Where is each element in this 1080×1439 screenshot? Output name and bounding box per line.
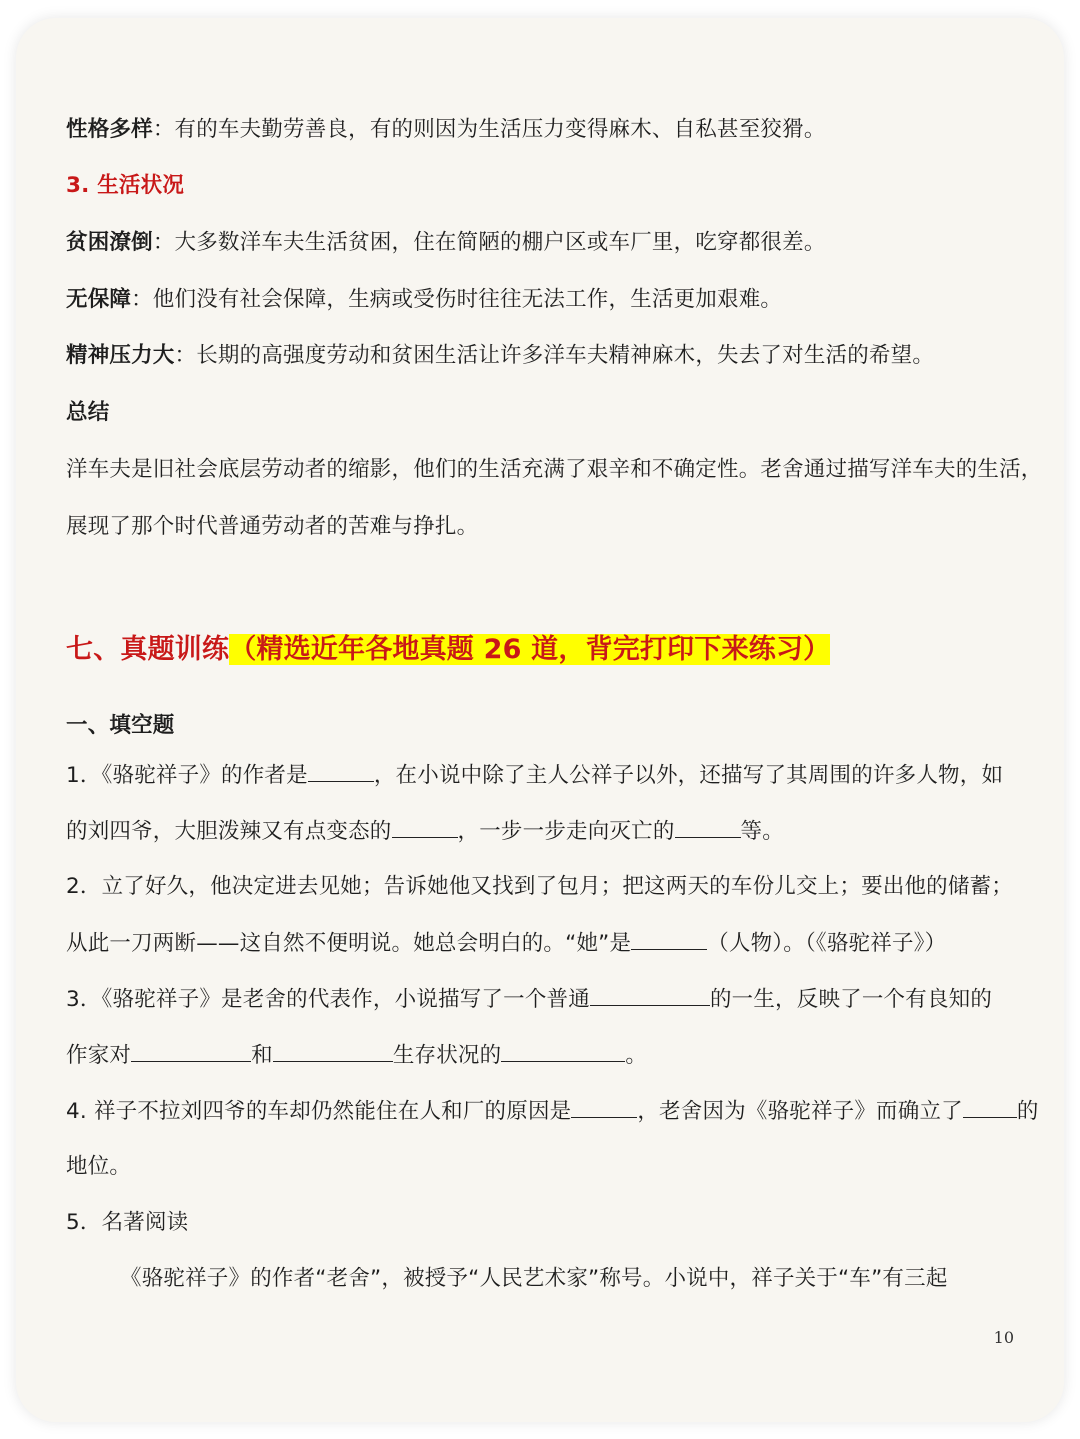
question-2-line-2 xyxy=(66,927,946,960)
answer-blank xyxy=(131,1039,251,1062)
no-security-line xyxy=(66,284,782,316)
q4-text-c: 的 xyxy=(1016,1099,1039,1124)
answer-blank xyxy=(675,815,741,838)
answer-blank xyxy=(963,1095,1017,1118)
question-3-line-1 xyxy=(66,983,992,1016)
answer-blank xyxy=(273,1039,393,1062)
document-page xyxy=(16,18,1064,1422)
q4-text-b: ，老舍因为《骆驼祥子》而确立了 xyxy=(637,1099,963,1124)
question-4-line-2: 地位。 xyxy=(66,1154,132,1179)
q3-text-f: 。 xyxy=(625,1043,648,1068)
q1-text-a: 1．《骆驼祥子》的作者是 xyxy=(66,763,308,788)
section-title-highlight: （精选近年各地真题 26 道，背完打印下来练习） xyxy=(229,634,831,665)
poverty-text: ：大多数洋车夫生活贫困，住在简陋的棚户区或车厂里，吃穿都很差。 xyxy=(152,230,826,255)
question-2-line-1: 2．立了好久，他决定进去见她；告诉她他又找到了包月；把这两天的车份儿交上；要出他的储蓄； xyxy=(66,874,1013,899)
q3-text-b: 的一生，反映了一个有良知的 xyxy=(709,987,993,1012)
q1-text-c: 的刘四爷，大胆泼辣又有点变态的 xyxy=(66,819,392,844)
living-heading: 3. 生活状况 xyxy=(66,173,185,198)
q4-text-a: 4. 祥子不拉刘四爷的车却仍然能住在人和厂的原因是 xyxy=(66,1099,572,1124)
q1-text-d: ，一步一步走向灭亡的 xyxy=(457,819,675,844)
answer-blank xyxy=(631,927,707,950)
q3-text-c: 作家对 xyxy=(66,1043,132,1068)
answer-blank xyxy=(590,983,710,1006)
stress-line xyxy=(66,340,934,372)
question-5-passage: 《骆驼祥子》的作者“老舍”，被授予“人民艺术家”称号。小说中，祥子关于“车”有三起 xyxy=(120,1266,948,1291)
q1-text-b: ，在小说中除了主人公祥子以外，还描写了其周围的许多人物，如 xyxy=(373,763,1004,788)
trait-text: ：有的车夫勤劳善良，有的则因为生活压力变得麻木、自私甚至狡猾。 xyxy=(152,117,826,142)
summary-line-2: 展现了那个时代普通劳动者的苦难与挣扎。 xyxy=(66,514,479,539)
answer-blank xyxy=(501,1039,625,1062)
q3-text-e: 生存状况的 xyxy=(392,1043,502,1068)
q3-text-a: 3．《骆驼祥子》是老舍的代表作，小说描写了一个普通 xyxy=(66,987,590,1012)
poverty-label: 贫困潦倒 xyxy=(66,230,153,255)
page-number: 10 xyxy=(993,1328,1014,1347)
q2-text-c: （人物）。（《骆驼祥子》） xyxy=(707,931,947,956)
answer-blank xyxy=(308,759,374,782)
stress-label: 精神压力大 xyxy=(66,343,175,368)
summary-line-1: 洋车夫是旧社会底层劳动者的缩影，他们的生活充满了艰辛和不确定性。老舍通过描写洋车夫的生活， xyxy=(66,457,1043,482)
fill-in-heading: 一、填空题 xyxy=(66,713,175,738)
question-1-line-2 xyxy=(66,815,784,848)
q2-text-b: 从此一刀两断——这自然不便明说。她总会明白的。“她”是 xyxy=(66,931,632,956)
section-title xyxy=(66,630,830,670)
trait-line xyxy=(66,114,826,146)
section-title-prefix: 七、真题训练 xyxy=(66,634,230,665)
question-3-line-2 xyxy=(66,1039,647,1072)
q3-text-d: 和 xyxy=(251,1043,273,1068)
answer-blank xyxy=(571,1095,637,1118)
question-1-line-1 xyxy=(66,759,1003,792)
trait-label: 性格多样 xyxy=(66,117,153,142)
no-security-text: ：他们没有社会保障，生病或受伤时往往无法工作，生活更加艰难。 xyxy=(131,287,783,312)
question-5-heading: 5．名著阅读 xyxy=(66,1210,189,1235)
stress-text: ：长期的高强度劳动和贫困生活让许多洋车夫精神麻木，失去了对生活的希望。 xyxy=(174,343,935,368)
question-4-line-1 xyxy=(66,1095,1039,1128)
no-security-label: 无保障 xyxy=(66,287,132,312)
answer-blank xyxy=(392,815,458,838)
poverty-line xyxy=(66,227,826,259)
q1-text-e: 等。 xyxy=(740,819,784,844)
summary-heading: 总结 xyxy=(66,400,110,425)
